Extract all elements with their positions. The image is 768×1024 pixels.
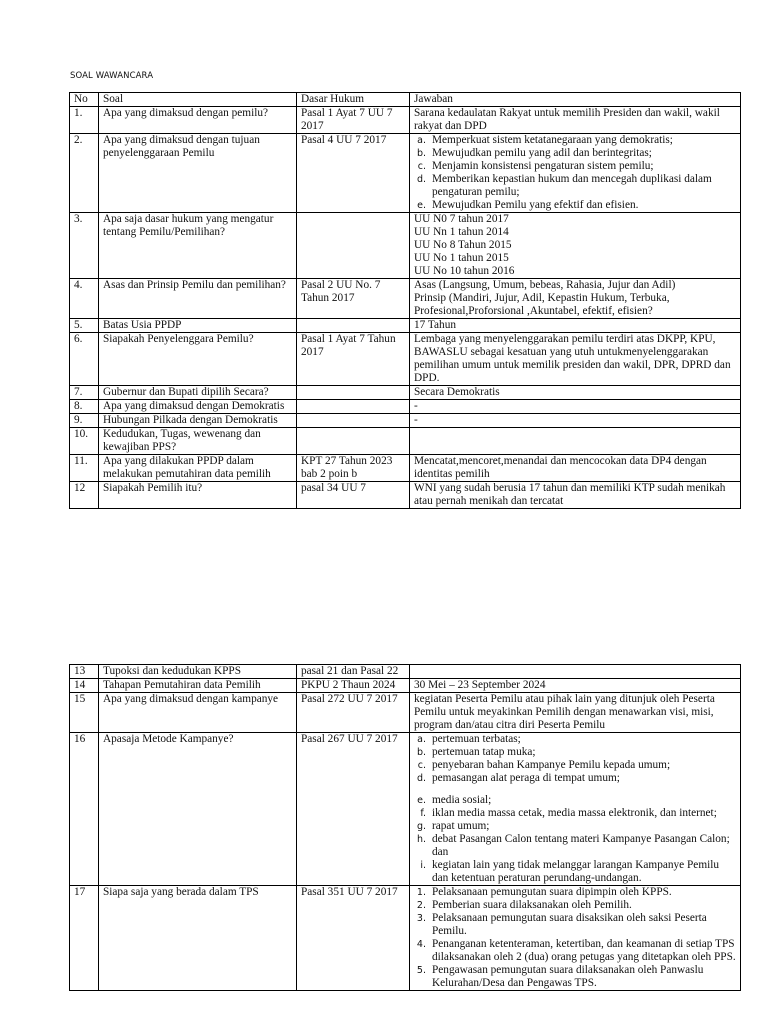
document-title: SOAL WAWANCARA — [70, 71, 154, 81]
list-marker: 4. — [416, 939, 426, 950]
list-text: rapat umum; — [432, 820, 490, 832]
cell-soal: Apa yang dimaksud dengan pemilu? — [99, 107, 297, 134]
cell-dasar-hukum: Pasal 1 Ayat 7 UU 7 2017 — [297, 107, 410, 134]
cell-dasar-hukum — [297, 428, 410, 455]
list-marker: d. — [416, 174, 426, 185]
list-text: Penanganan ketenteraman, ketertiban, dan keamanan di setiap TPS dilaksanakan oleh 2 (dua) orang petugas yang ditetapkan oleh PPS. — [432, 938, 736, 963]
cell-soal: Apa yang dilakukan PPDP dalam melakukan pemutahiran data pemilih — [99, 455, 297, 482]
cell-dasar-hukum: Pasal 267 UU 7 2017 — [297, 733, 410, 886]
cell-jawaban — [410, 134, 741, 213]
list-item — [410, 964, 737, 990]
list-item — [410, 886, 737, 899]
table-row — [70, 733, 741, 886]
table-row — [70, 134, 741, 213]
cell-no: 7. — [70, 386, 99, 400]
answer-line: Asas (Langsung, Umum, bebeas, Rahasia, Jujur dan Adil) — [414, 279, 676, 291]
cell-no: 13 — [70, 665, 99, 679]
list-marker: f. — [420, 808, 426, 819]
answer-line: WNI yang sudah berusia 17 tahun dan memiliki KTP sudah menikah atau pernah menikah dan tercatat — [414, 482, 726, 507]
table-row — [70, 482, 741, 509]
list-text: Mewujudkan Pemilu yang efektif dan efisien. — [432, 199, 639, 211]
table-row — [70, 333, 741, 386]
cell-jawaban — [410, 428, 741, 455]
list-text: kegiatan lain yang tidak melanggar larangan Kampanye Pemilu dan ketentuan peraturan perundang-undangan. — [432, 859, 720, 884]
interview-table-2 — [69, 664, 741, 991]
list-item — [410, 134, 737, 147]
answer-list — [410, 886, 737, 990]
cell-dasar-hukum: PKPU 2 Thaun 2024 — [297, 679, 410, 693]
list-marker: a. — [417, 734, 426, 745]
cell-soal: Siapakah Pemilih itu? — [99, 482, 297, 509]
cell-soal: Tupoksi dan kedudukan KPPS — [99, 665, 297, 679]
list-marker: b. — [416, 148, 426, 159]
table-row — [70, 665, 741, 679]
cell-jawaban — [410, 107, 741, 134]
cell-soal: Apa yang dimaksud dengan kampanye — [99, 693, 297, 733]
table-row — [70, 679, 741, 693]
answer-line: - — [414, 414, 418, 426]
header-no: No — [70, 93, 99, 107]
cell-dasar-hukum — [297, 386, 410, 400]
cell-dasar-hukum: pasal 21 dan Pasal 22 — [297, 665, 410, 679]
list-item — [410, 938, 737, 964]
cell-dasar-hukum — [297, 319, 410, 333]
list-marker: 5. — [416, 965, 426, 976]
cell-jawaban — [410, 319, 741, 333]
cell-soal: Apasaja Metode Kampanye? — [99, 733, 297, 886]
table-row — [70, 886, 741, 991]
answer-line: Prinsip (Mandiri, Jujur, Adil, Kepastin Hukum, Terbuka, Profesional,Proforsional ,Akuntabel, efektif, efisien? — [414, 292, 670, 317]
cell-dasar-hukum — [297, 414, 410, 428]
list-item — [410, 733, 737, 746]
cell-soal: Gubernur dan Bupati dipilih Secara? — [99, 386, 297, 400]
list-text: media sosial; — [432, 794, 492, 806]
answer-line: kegiatan Peserta Pemilu atau pihak lain yang ditunjuk oleh Peserta Pemilu untuk meyakinkan Pemilih dengan menawarkan visi, misi, program dan/atau citra diri Peserta Pemilu — [414, 693, 715, 731]
list-marker: c. — [417, 760, 426, 771]
cell-jawaban — [410, 213, 741, 279]
cell-no: 14 — [70, 679, 99, 693]
list-marker: i. — [420, 860, 426, 871]
list-item — [410, 820, 737, 833]
cell-jawaban — [410, 455, 741, 482]
list-item — [410, 746, 737, 759]
table-row — [70, 693, 741, 733]
cell-jawaban — [410, 665, 741, 679]
cell-jawaban — [410, 693, 741, 733]
cell-no: 15 — [70, 693, 99, 733]
list-item — [410, 772, 737, 785]
list-item — [410, 173, 737, 199]
cell-no: 3. — [70, 213, 99, 279]
list-marker: 3. — [416, 913, 426, 924]
header-dasar-hukum: Dasar Hukum — [297, 93, 410, 107]
answer-line: Secara Demokratis — [414, 386, 500, 398]
table-row — [70, 319, 741, 333]
cell-no: 6. — [70, 333, 99, 386]
list-item — [410, 912, 737, 938]
cell-no: 8. — [70, 400, 99, 414]
list-item — [410, 160, 737, 173]
table-row — [70, 279, 741, 319]
list-text: penyebaran bahan Kampanye Pemilu kepada umum; — [432, 759, 671, 771]
list-item — [410, 807, 737, 820]
list-item — [410, 759, 737, 772]
list-marker: e. — [417, 795, 426, 806]
cell-dasar-hukum: KPT 27 Tahun 2023 bab 2 poin b — [297, 455, 410, 482]
answer-line: UU N0 7 tahun 2017 — [414, 213, 509, 225]
interview-table-1 — [69, 92, 741, 509]
list-item — [410, 899, 737, 912]
cell-soal: Siapa saja yang berada dalam TPS — [99, 886, 297, 991]
list-text: Pemberian suara dilaksanakan oleh Pemilih. — [432, 899, 632, 911]
list-marker: d. — [416, 773, 426, 784]
list-text: Memberikan kepastian hukum dan mencegah duplikasi dalam pengaturan pemilu; — [432, 173, 712, 198]
cell-jawaban — [410, 333, 741, 386]
cell-jawaban — [410, 400, 741, 414]
table-row — [70, 107, 741, 134]
answer-line: Lembaga yang menyelenggarakan pemilu terdiri atas DKPP, KPU, BAWASLU sebagai kesatuan yang utuh untukmenyelenggarakan pemilihan umum untuk memilik presiden dan wakil, DPR, DPRD dan DPD. — [414, 333, 731, 384]
list-marker: b. — [416, 747, 426, 758]
answer-line: Sarana kedaulatan Rakyat untuk memilih Presiden dan wakil, wakil rakyat dan DPD — [414, 107, 720, 132]
list-item — [410, 199, 737, 212]
cell-jawaban — [410, 386, 741, 400]
list-text: pertemuan terbatas; — [432, 733, 521, 745]
answer-line: 17 Tahun — [414, 319, 456, 331]
cell-dasar-hukum: pasal 34 UU 7 — [297, 482, 410, 509]
table-row — [70, 213, 741, 279]
cell-no: 1. — [70, 107, 99, 134]
answer-list — [410, 134, 737, 212]
list-item — [410, 147, 737, 160]
cell-soal: Apa yang dimaksud dengan Demokratis — [99, 400, 297, 414]
answer-line: UU No 8 Tahun 2015 — [414, 239, 512, 251]
cell-soal: Tahapan Pemutahiran data Pemilih — [99, 679, 297, 693]
list-marker: c. — [417, 161, 426, 172]
cell-soal: Batas Usia PPDP — [99, 319, 297, 333]
table-row — [70, 400, 741, 414]
header-jawaban: Jawaban — [410, 93, 741, 107]
cell-dasar-hukum — [297, 400, 410, 414]
cell-jawaban — [410, 679, 741, 693]
cell-no: 11. — [70, 455, 99, 482]
list-text: Mewujudkan pemilu yang adil dan berintegritas; — [432, 147, 652, 159]
cell-no: 9. — [70, 414, 99, 428]
cell-soal: Hubungan Pilkada dengan Demokratis — [99, 414, 297, 428]
list-marker: g. — [416, 821, 426, 832]
cell-soal: Siapakah Penyelenggara Pemilu? — [99, 333, 297, 386]
cell-dasar-hukum: Pasal 1 Ayat 7 Tahun 2017 — [297, 333, 410, 386]
answer-line: Mencatat,mencoret,menandai dan mencocokan data DP4 dengan identitas pemilih — [414, 455, 707, 480]
list-marker: 2. — [416, 900, 426, 911]
list-text: iklan media massa cetak, media massa elektronik, dan internet; — [432, 807, 717, 819]
cell-no: 12 — [70, 482, 99, 509]
cell-dasar-hukum: Pasal 351 UU 7 2017 — [297, 886, 410, 991]
header-soal: Soal — [99, 93, 297, 107]
list-item — [410, 833, 737, 859]
answer-line: - — [414, 400, 418, 412]
cell-jawaban — [410, 733, 741, 886]
list-item — [410, 859, 737, 885]
cell-dasar-hukum: Pasal 272 UU 7 2017 — [297, 693, 410, 733]
list-marker: h. — [416, 834, 426, 845]
list-marker: e. — [417, 200, 426, 211]
cell-jawaban — [410, 414, 741, 428]
list-text: Pengawasan pemungutan suara dilaksanakan oleh Panwaslu Kelurahan/Desa dan Pengawas TPS. — [432, 964, 704, 989]
cell-soal: Asas dan Prinsip Pemilu dan pemilihan? — [99, 279, 297, 319]
cell-dasar-hukum: Pasal 4 UU 7 2017 — [297, 134, 410, 213]
list-text: Menjamin konsistensi pengaturan sistem pemilu; — [432, 160, 654, 172]
list-marker: a. — [417, 135, 426, 146]
list-text: Pelaksanaan pemungutan suara disaksikan oleh saksi Peserta Pemilu. — [432, 912, 707, 937]
table-row — [70, 386, 741, 400]
table-row — [70, 414, 741, 428]
cell-no: 17 — [70, 886, 99, 991]
table-row — [70, 455, 741, 482]
table-header — [70, 93, 741, 107]
list-item — [410, 794, 737, 807]
list-text: Pelaksanaan pemungutan suara dipimpin oleh KPPS. — [432, 886, 672, 898]
list-text: pertemuan tatap muka; — [432, 746, 536, 758]
cell-no: 10. — [70, 428, 99, 455]
answer-line: UU No 1 tahun 2015 — [414, 252, 509, 264]
cell-no: 16 — [70, 733, 99, 886]
answer-line: UU Nn 1 tahun 2014 — [414, 226, 509, 238]
cell-dasar-hukum: Pasal 2 UU No. 7 Tahun 2017 — [297, 279, 410, 319]
cell-no: 5. — [70, 319, 99, 333]
cell-soal: Apa saja dasar hukum yang mengatur tentang Pemilu/Pemilihan? — [99, 213, 297, 279]
cell-dasar-hukum — [297, 213, 410, 279]
cell-no: 4. — [70, 279, 99, 319]
answer-list — [410, 733, 737, 885]
list-marker: 1. — [416, 887, 426, 898]
cell-soal: Apa yang dimaksud dengan tujuan penyelenggaraan Pemilu — [99, 134, 297, 213]
list-text: Memperkuat sistem ketatanegaraan yang demokratis; — [432, 134, 673, 146]
cell-jawaban — [410, 886, 741, 991]
cell-no: 2. — [70, 134, 99, 213]
table-row — [70, 428, 741, 455]
cell-jawaban — [410, 279, 741, 319]
list-text: pemasangan alat peraga di tempat umum; — [432, 772, 620, 784]
answer-line: 30 Mei – 23 September 2024 — [414, 679, 546, 691]
answer-line: UU No 10 tahun 2016 — [414, 265, 515, 277]
list-text: debat Pasangan Calon tentang materi Kampanye Pasangan Calon; dan — [432, 833, 730, 858]
cell-soal: Kedudukan, Tugas, wewenang dan kewajiban PPS? — [99, 428, 297, 455]
cell-jawaban — [410, 482, 741, 509]
